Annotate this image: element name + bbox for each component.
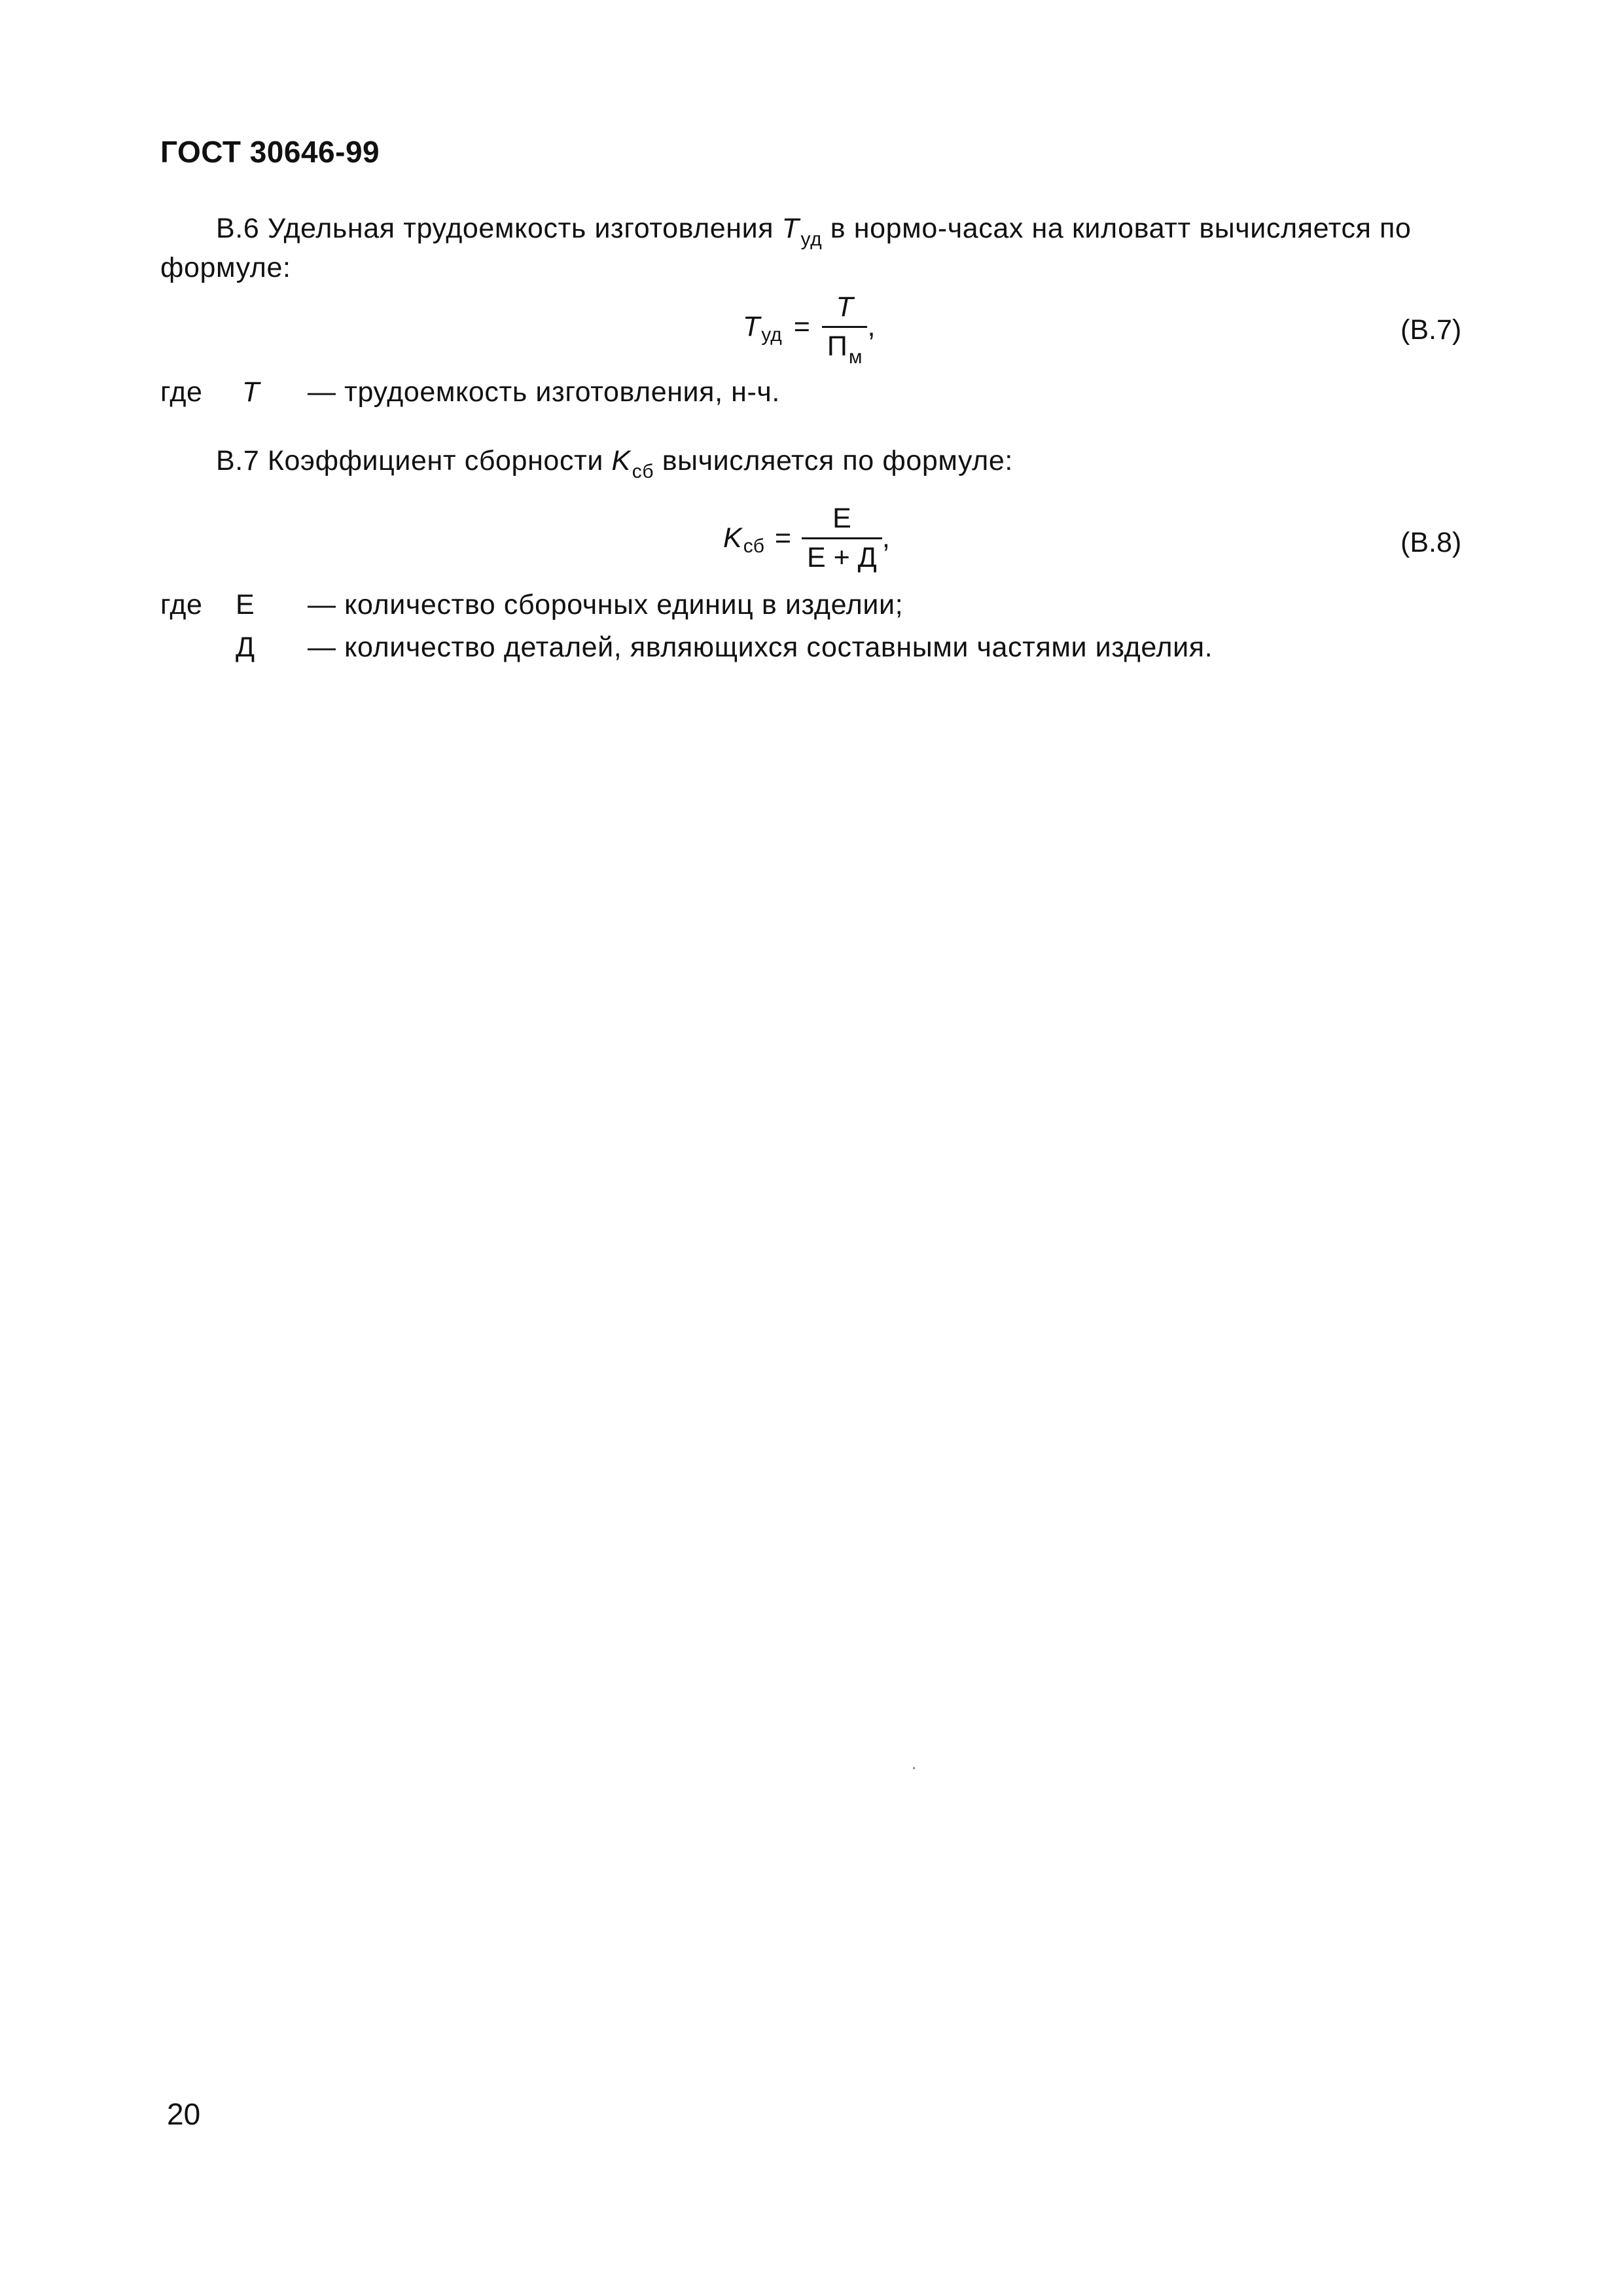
b6-symbol: T	[781, 213, 800, 244]
formula-b8-lhs-subscript: сб	[743, 535, 764, 557]
b7-paragraph-line1	[216, 445, 1013, 482]
formula-b7	[743, 291, 876, 368]
page-number: 20	[167, 2097, 201, 2131]
b6-where-word: где	[160, 376, 203, 408]
b6-symbol-subscript: уд	[800, 228, 823, 250]
b7-where-definition-1: — количество сборочных единиц в изделии;	[308, 589, 904, 620]
formula-b8-comma: ,	[882, 522, 890, 554]
b7-where-term-1: Е	[236, 589, 255, 620]
b7-where-term-2: Д	[236, 632, 255, 663]
formula-b8-numerator: Е	[802, 503, 882, 539]
b7-text-suffix: вычисляется по формуле:	[654, 445, 1013, 476]
scan-speck	[913, 1767, 915, 1769]
formula-b8-number: (В.8)	[1400, 527, 1462, 558]
formula-b8-lhs: K	[723, 522, 742, 554]
document-header: ГОСТ 30646-99	[160, 135, 380, 169]
formula-b7-fraction	[822, 291, 868, 368]
formula-b8-denominator: Е + Д	[807, 542, 877, 573]
b6-where-term: T	[242, 376, 260, 408]
formula-b7-denominator-base: П	[827, 331, 847, 362]
formula-b7-denominator-subscript: м	[848, 346, 863, 368]
formula-b7-lhs-subscript: уд	[761, 323, 782, 346]
formula-b7-lhs: T	[743, 311, 760, 342]
b6-text-prefix: В.6 Удельная трудоемкость изготовления	[216, 213, 782, 244]
b7-where-definition-2: — количество деталей, являющихся составными частями изделия.	[308, 632, 1213, 663]
formula-b7-numerator: T	[822, 291, 868, 328]
formula-b7-comma: ,	[867, 311, 876, 342]
formula-b8-equals: =	[774, 522, 791, 554]
b7-text-prefix: В.7 Коэффициент сборности	[216, 445, 612, 476]
b6-text-suffix: в нормо-часах на киловатт вычисляется по	[822, 213, 1412, 244]
formula-b8	[723, 503, 890, 574]
b7-symbol: K	[611, 445, 631, 476]
formula-b7-equals: =	[793, 311, 810, 342]
b6-paragraph-line1	[216, 213, 1412, 250]
formula-b7-denominator	[822, 328, 868, 368]
b6-paragraph-line2: формуле:	[160, 252, 291, 283]
formula-b7-number: (В.7)	[1400, 314, 1462, 346]
formula-b8-fraction	[802, 503, 882, 574]
b7-where-word: где	[160, 589, 203, 620]
b7-symbol-subscript: сб	[632, 461, 654, 482]
b6-where-definition: — трудоемкость изготовления, н-ч.	[308, 376, 780, 408]
